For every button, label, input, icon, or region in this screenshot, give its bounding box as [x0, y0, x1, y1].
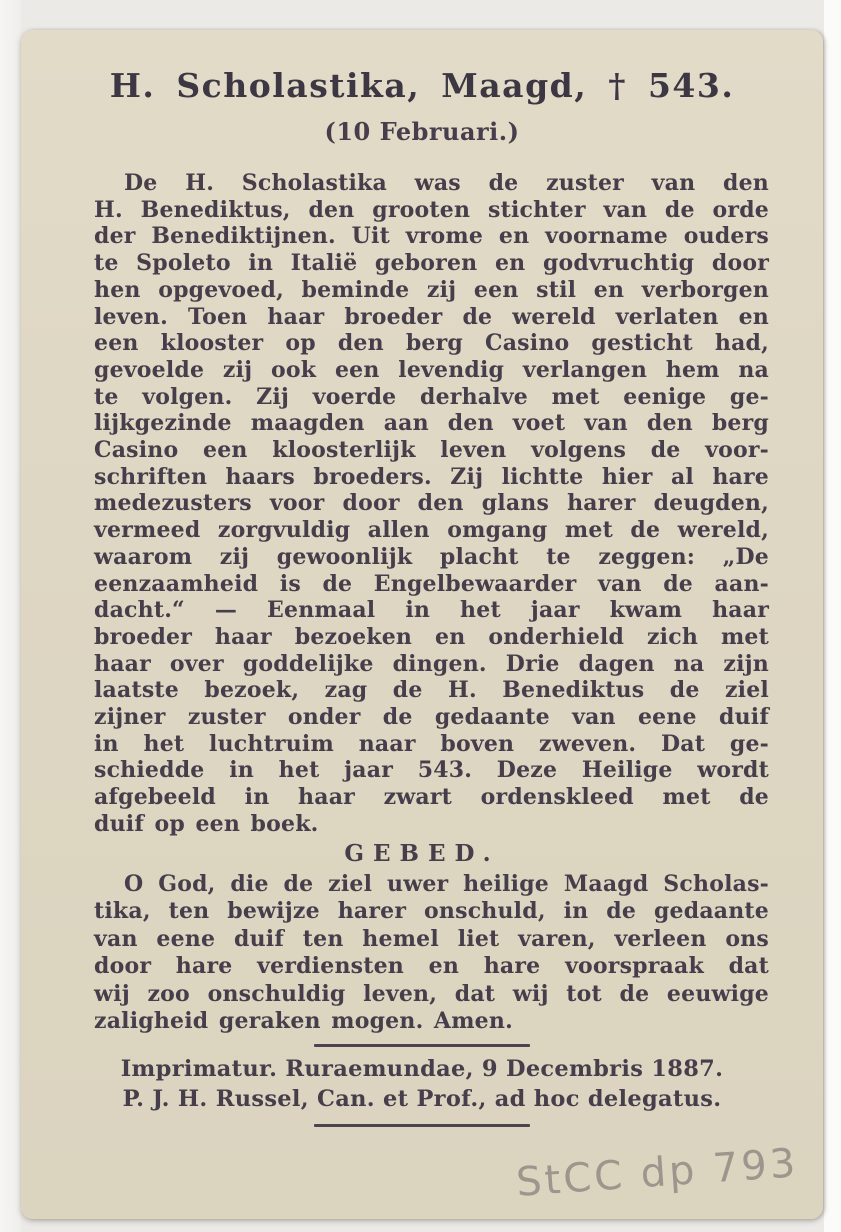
- text-line: door hare verdiensten en hare voorspraak dat: [94, 953, 769, 980]
- text-line: schiedde in het jaar 543. Deze Heilige wordt: [94, 757, 769, 784]
- card-title: H. Scholastika, Maagd, † 543.: [109, 66, 735, 105]
- text-line: wij zoo onschuldig leven, dat wij tot de eeuwige: [94, 980, 769, 1007]
- text-line: eenzaamheid is de Engelbewaarder van de aan-: [94, 570, 769, 597]
- scanner-edge-left: [0, 0, 21, 1232]
- text-line: leven. Toen haar broeder de wereld verlaten en: [94, 303, 769, 330]
- text-line: zaligheid geraken mogen. Amen.: [94, 1008, 513, 1035]
- divider-rule-bottom: [314, 1124, 530, 1127]
- text-line: haar over goddelijke dingen. Drie dagen na zijn: [94, 650, 769, 677]
- text-line: te volgen. Zij voerde derhalve met eenige ge-: [94, 383, 769, 410]
- text-line: H. Benediktus, den grooten stichter van de orde: [94, 196, 769, 223]
- text-line: hen opgevoed, beminde zij een stil en verborgen: [94, 276, 769, 303]
- text-line: broeder haar bezoeken en onderhield zich met: [94, 623, 769, 650]
- text-line: duif op een boek.: [94, 810, 319, 837]
- imprimatur-block: [21, 1054, 823, 1114]
- handwritten-catalog-note: StCC dp 793: [514, 1140, 800, 1206]
- text-line: zijner zuster onder de gedaante van eene duif: [94, 704, 769, 731]
- text-line: lijkgezinde maagden aan den voet van den berg: [94, 410, 769, 437]
- divider-rule-top: [314, 1044, 530, 1047]
- text-line: waarom zij gewoonlijk placht te zeggen: „De: [94, 543, 769, 570]
- prayer-paragraph: [94, 871, 769, 1036]
- text-line: O God, die de ziel uwer heilige Maagd Scholas-: [124, 870, 769, 897]
- text-line: medezusters voor door den glans harer deugden,: [94, 490, 769, 517]
- holy-card: [21, 30, 823, 1219]
- text-line: een klooster op den berg Casino gesticht had,: [94, 330, 769, 357]
- text-line: van eene duif ten hemel liet varen, verleen ons: [94, 925, 769, 952]
- text-line: schriften haars broeders. Zij lichtte hier al hare: [94, 463, 769, 490]
- text-line: der Benediktijnen. Uit vrome en voorname ouders: [94, 223, 769, 250]
- text-line: afgebeeld in haar zwart ordenskleed met de: [94, 784, 769, 811]
- text-line: vermeed zorgvuldig allen omgang met de wereld,: [94, 517, 769, 544]
- prayer-heading: GEBED.: [344, 839, 500, 867]
- imprimatur-line-2: P. J. H. Russel, Can. et Prof., ad hoc delegatus.: [122, 1085, 722, 1112]
- imprimatur-line-1: Imprimatur. Ruraemundae, 9 Decembris 1887.: [120, 1055, 724, 1082]
- feast-date-subtitle: (10 Februari.): [324, 117, 520, 146]
- text-line: gevoelde zij ook een levendig verlangen hem na: [94, 356, 769, 383]
- text-line: tika, ten bewijze harer onschuld, in de gedaante: [94, 898, 769, 925]
- text-line: dacht.“ — Eenmaal in het jaar kwam haar: [94, 597, 769, 624]
- text-line: De H. Scholastika was de zuster van den: [124, 170, 769, 196]
- text-line: laatste bezoek, zag de H. Benediktus de ziel: [94, 677, 769, 704]
- text-line: Casino een kloosterlijk leven volgens de voor-: [94, 437, 769, 464]
- text-line: te Spoleto in Italië geboren en godvruchtig door: [94, 250, 769, 277]
- biography-paragraph: [94, 170, 769, 838]
- text-line: in het luchtruim naar boven zweven. Dat ge-: [94, 730, 769, 757]
- scanner-edge-right: [824, 0, 841, 1232]
